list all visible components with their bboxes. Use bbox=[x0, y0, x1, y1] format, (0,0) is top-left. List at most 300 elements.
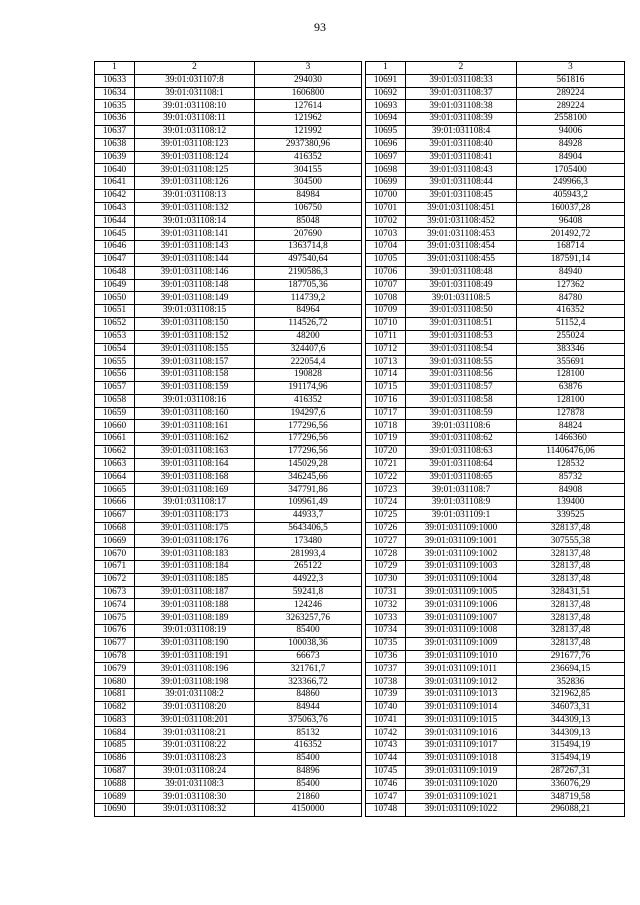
row-number-cell: 10715 bbox=[366, 381, 406, 394]
table-row bbox=[95, 535, 362, 548]
table-row bbox=[95, 586, 362, 599]
cadastral-number-cell: 39:01:031108:169 bbox=[135, 484, 255, 497]
cadastral-number-cell: 39:01:031108:7 bbox=[406, 484, 517, 497]
value-cell: 328137,48 bbox=[517, 612, 625, 625]
cadastral-number-cell: 39:01:031108:32 bbox=[135, 804, 255, 817]
table-row bbox=[366, 228, 625, 241]
cadastral-number-cell: 39:01:031108:163 bbox=[135, 445, 255, 458]
row-number-cell: 10696 bbox=[366, 138, 406, 151]
table-row bbox=[366, 573, 625, 586]
value-cell: 405943,2 bbox=[517, 189, 625, 202]
value-cell: 1466360 bbox=[517, 433, 625, 446]
value-cell: 328137,48 bbox=[517, 548, 625, 561]
cadastral-number-cell: 39:01:031108:14 bbox=[135, 215, 255, 228]
value-cell: 328137,48 bbox=[517, 637, 625, 650]
table-row bbox=[95, 599, 362, 612]
table-row bbox=[95, 637, 362, 650]
table-row bbox=[366, 445, 625, 458]
table-row bbox=[366, 189, 625, 202]
table-row bbox=[95, 381, 362, 394]
row-number-cell: 10736 bbox=[366, 650, 406, 663]
row-number-cell: 10692 bbox=[366, 87, 406, 100]
row-number-cell: 10661 bbox=[95, 433, 135, 446]
header-col-3: 3 bbox=[255, 62, 362, 75]
row-number-cell: 10635 bbox=[95, 100, 135, 113]
cadastral-number-cell: 39:01:031108:3 bbox=[135, 778, 255, 791]
cadastral-number-cell: 39:01:031108:51 bbox=[406, 317, 517, 330]
table-row bbox=[366, 676, 625, 689]
cadastral-number-cell: 39:01:031109:1001 bbox=[406, 535, 517, 548]
value-cell: 177296,56 bbox=[255, 433, 362, 446]
table-row bbox=[95, 753, 362, 766]
cadastral-number-cell: 39:01:031108:49 bbox=[406, 279, 517, 292]
table-row bbox=[366, 471, 625, 484]
cadastral-number-cell: 39:01:031109:1006 bbox=[406, 599, 517, 612]
table-row bbox=[366, 215, 625, 228]
value-cell: 348719,58 bbox=[517, 791, 625, 804]
row-number-cell: 10740 bbox=[366, 701, 406, 714]
value-cell: 2937380,96 bbox=[255, 138, 362, 151]
row-number-cell: 10646 bbox=[95, 241, 135, 254]
row-number-cell: 10711 bbox=[366, 330, 406, 343]
table-row bbox=[366, 266, 625, 279]
row-number-cell: 10745 bbox=[366, 765, 406, 778]
cadastral-number-cell: 39:01:031108:37 bbox=[406, 87, 517, 100]
cadastral-number-cell: 39:01:031109:1011 bbox=[406, 663, 517, 676]
value-cell: 287267,31 bbox=[517, 765, 625, 778]
value-cell: 84908 bbox=[517, 484, 625, 497]
cadastral-number-cell: 39:01:031108:162 bbox=[135, 433, 255, 446]
header-col-1: 1 bbox=[95, 62, 135, 75]
cadastral-number-cell: 39:01:031108:6 bbox=[406, 420, 517, 433]
table-row bbox=[366, 394, 625, 407]
cadastral-number-cell: 39:01:031108:453 bbox=[406, 228, 517, 241]
row-number-cell: 10663 bbox=[95, 458, 135, 471]
cadastral-number-cell: 39:01:031108:39 bbox=[406, 113, 517, 126]
cadastral-number-cell: 39:01:031108:454 bbox=[406, 241, 517, 254]
cadastral-number-cell: 39:01:031109:1004 bbox=[406, 573, 517, 586]
row-number-cell: 10705 bbox=[366, 253, 406, 266]
table-row bbox=[366, 650, 625, 663]
table-row bbox=[95, 484, 362, 497]
value-cell: 296088,21 bbox=[517, 804, 625, 817]
value-cell: 352836 bbox=[517, 676, 625, 689]
cadastral-number-cell: 39:01:031108:125 bbox=[135, 164, 255, 177]
row-number-cell: 10706 bbox=[366, 266, 406, 279]
table-row bbox=[366, 369, 625, 382]
value-cell: 85732 bbox=[517, 471, 625, 484]
value-cell: 321761,7 bbox=[255, 663, 362, 676]
value-cell: 289224 bbox=[517, 87, 625, 100]
row-number-cell: 10712 bbox=[366, 343, 406, 356]
table-row bbox=[366, 509, 625, 522]
cadastral-number-cell: 39:01:031109:1 bbox=[406, 509, 517, 522]
header-col-2: 2 bbox=[135, 62, 255, 75]
header-row bbox=[366, 62, 625, 75]
cadastral-number-cell: 39:01:031108:1 bbox=[135, 87, 255, 100]
table-row bbox=[95, 791, 362, 804]
page-number: 93 bbox=[314, 20, 326, 34]
table-row bbox=[95, 215, 362, 228]
row-number-cell: 10714 bbox=[366, 369, 406, 382]
cadastral-number-cell: 39:01:031108:12 bbox=[135, 125, 255, 138]
value-cell: 3263257,76 bbox=[255, 612, 362, 625]
value-cell: 191174,96 bbox=[255, 381, 362, 394]
table-row bbox=[366, 151, 625, 164]
cadastral-number-cell: 39:01:031108:13 bbox=[135, 189, 255, 202]
value-cell: 416352 bbox=[255, 151, 362, 164]
cadastral-number-cell: 39:01:031108:176 bbox=[135, 535, 255, 548]
value-cell: 2190586,3 bbox=[255, 266, 362, 279]
cadastral-number-cell: 39:01:031108:50 bbox=[406, 305, 517, 318]
table-row bbox=[366, 548, 625, 561]
table-row bbox=[366, 87, 625, 100]
cadastral-number-cell: 39:01:031109:1008 bbox=[406, 625, 517, 638]
table-row bbox=[95, 676, 362, 689]
value-cell: 339525 bbox=[517, 509, 625, 522]
table-row bbox=[95, 189, 362, 202]
cadastral-number-cell: 39:01:031108:38 bbox=[406, 100, 517, 113]
table-row bbox=[366, 753, 625, 766]
cadastral-number-cell: 39:01:031109:1017 bbox=[406, 740, 517, 753]
value-cell: 85400 bbox=[255, 625, 362, 638]
row-number-cell: 10662 bbox=[95, 445, 135, 458]
cadastral-number-cell: 39:01:031108:16 bbox=[135, 394, 255, 407]
row-number-cell: 10667 bbox=[95, 509, 135, 522]
cadastral-number-cell: 39:01:031108:124 bbox=[135, 151, 255, 164]
table-row bbox=[95, 778, 362, 791]
row-number-cell: 10739 bbox=[366, 689, 406, 702]
row-number-cell: 10679 bbox=[95, 663, 135, 676]
table-row bbox=[95, 727, 362, 740]
value-cell: 124246 bbox=[255, 599, 362, 612]
value-cell: 128532 bbox=[517, 458, 625, 471]
cadastral-number-cell: 39:01:031109:1015 bbox=[406, 714, 517, 727]
row-number-cell: 10717 bbox=[366, 407, 406, 420]
cadastral-number-cell: 39:01:031108:53 bbox=[406, 330, 517, 343]
table-row bbox=[366, 535, 625, 548]
table-row bbox=[366, 740, 625, 753]
table-row bbox=[366, 279, 625, 292]
value-cell: 383346 bbox=[517, 343, 625, 356]
value-cell: 127878 bbox=[517, 407, 625, 420]
row-number-cell: 10702 bbox=[366, 215, 406, 228]
row-number-cell: 10652 bbox=[95, 317, 135, 330]
value-cell: 121992 bbox=[255, 125, 362, 138]
value-cell: 51152,4 bbox=[517, 317, 625, 330]
value-cell: 84964 bbox=[255, 305, 362, 318]
value-cell: 190828 bbox=[255, 369, 362, 382]
registry-table-right bbox=[365, 61, 625, 817]
row-number-cell: 10648 bbox=[95, 266, 135, 279]
table-row bbox=[366, 637, 625, 650]
value-cell: 328137,48 bbox=[517, 573, 625, 586]
row-number-cell: 10658 bbox=[95, 394, 135, 407]
table-row bbox=[366, 625, 625, 638]
cadastral-number-cell: 39:01:031109:1016 bbox=[406, 727, 517, 740]
value-cell: 328137,48 bbox=[517, 625, 625, 638]
value-cell: 315494,19 bbox=[517, 740, 625, 753]
cadastral-number-cell: 39:01:031108:190 bbox=[135, 637, 255, 650]
table-row bbox=[95, 612, 362, 625]
value-cell: 44922,3 bbox=[255, 573, 362, 586]
header-col-2: 2 bbox=[406, 62, 517, 75]
table-row bbox=[95, 740, 362, 753]
cadastral-number-cell: 39:01:031108:41 bbox=[406, 151, 517, 164]
cadastral-number-cell: 39:01:031108:54 bbox=[406, 343, 517, 356]
value-cell: 5643406,5 bbox=[255, 522, 362, 535]
cadastral-number-cell: 39:01:031108:198 bbox=[135, 676, 255, 689]
cadastral-number-cell: 39:01:031108:191 bbox=[135, 650, 255, 663]
table-row bbox=[366, 113, 625, 126]
value-cell: 201492,72 bbox=[517, 228, 625, 241]
row-number-cell: 10689 bbox=[95, 791, 135, 804]
value-cell: 84860 bbox=[255, 689, 362, 702]
row-number-cell: 10708 bbox=[366, 292, 406, 305]
cadastral-number-cell: 39:01:031108:24 bbox=[135, 765, 255, 778]
row-number-cell: 10647 bbox=[95, 253, 135, 266]
table-row bbox=[95, 407, 362, 420]
row-number-cell: 10655 bbox=[95, 356, 135, 369]
value-cell: 255024 bbox=[517, 330, 625, 343]
cadastral-number-cell: 39:01:031109:1003 bbox=[406, 561, 517, 574]
value-cell: 281993,4 bbox=[255, 548, 362, 561]
row-number-cell: 10735 bbox=[366, 637, 406, 650]
cadastral-number-cell: 39:01:031108:22 bbox=[135, 740, 255, 753]
table-row bbox=[95, 138, 362, 151]
value-cell: 324407,6 bbox=[255, 343, 362, 356]
cadastral-number-cell: 39:01:031108:126 bbox=[135, 177, 255, 190]
cadastral-number-cell: 39:01:031108:158 bbox=[135, 369, 255, 382]
value-cell: 84896 bbox=[255, 765, 362, 778]
value-cell: 106750 bbox=[255, 202, 362, 215]
table-row bbox=[366, 433, 625, 446]
cadastral-number-cell: 39:01:031109:1018 bbox=[406, 753, 517, 766]
table-row bbox=[95, 471, 362, 484]
table-row bbox=[366, 522, 625, 535]
value-cell: 63876 bbox=[517, 381, 625, 394]
registry-table-left bbox=[94, 61, 362, 817]
cadastral-number-cell: 39:01:031108:123 bbox=[135, 138, 255, 151]
row-number-cell: 10747 bbox=[366, 791, 406, 804]
cadastral-number-cell: 39:01:031109:1002 bbox=[406, 548, 517, 561]
row-number-cell: 10645 bbox=[95, 228, 135, 241]
value-cell: 249966,3 bbox=[517, 177, 625, 190]
table-row bbox=[95, 765, 362, 778]
row-number-cell: 10654 bbox=[95, 343, 135, 356]
table-row bbox=[95, 343, 362, 356]
cadastral-number-cell: 39:01:031108:48 bbox=[406, 266, 517, 279]
row-number-cell: 10731 bbox=[366, 586, 406, 599]
cadastral-number-cell: 39:01:031108:30 bbox=[135, 791, 255, 804]
table-row bbox=[95, 305, 362, 318]
cadastral-number-cell: 39:01:031108:184 bbox=[135, 561, 255, 574]
row-number-cell: 10690 bbox=[95, 804, 135, 817]
value-cell: 328137,48 bbox=[517, 561, 625, 574]
row-number-cell: 10651 bbox=[95, 305, 135, 318]
cadastral-number-cell: 39:01:031108:455 bbox=[406, 253, 517, 266]
row-number-cell: 10668 bbox=[95, 522, 135, 535]
row-number-cell: 10697 bbox=[366, 151, 406, 164]
value-cell: 84904 bbox=[517, 151, 625, 164]
table-row bbox=[95, 433, 362, 446]
table-row bbox=[366, 125, 625, 138]
cadastral-number-cell: 39:01:031108:58 bbox=[406, 394, 517, 407]
value-cell: 375063,76 bbox=[255, 714, 362, 727]
value-cell: 44933,7 bbox=[255, 509, 362, 522]
cadastral-number-cell: 39:01:031108:161 bbox=[135, 420, 255, 433]
row-number-cell: 10704 bbox=[366, 241, 406, 254]
table-row bbox=[95, 394, 362, 407]
table-row bbox=[95, 625, 362, 638]
cadastral-number-cell: 39:01:031108:168 bbox=[135, 471, 255, 484]
table-row bbox=[95, 714, 362, 727]
table-row bbox=[95, 317, 362, 330]
row-number-cell: 10669 bbox=[95, 535, 135, 548]
row-number-cell: 10682 bbox=[95, 701, 135, 714]
table-row bbox=[366, 701, 625, 714]
cadastral-number-cell: 39:01:031108:55 bbox=[406, 356, 517, 369]
cadastral-number-cell: 39:01:031108:159 bbox=[135, 381, 255, 394]
row-number-cell: 10686 bbox=[95, 753, 135, 766]
row-number-cell: 10730 bbox=[366, 573, 406, 586]
row-number-cell: 10746 bbox=[366, 778, 406, 791]
cadastral-number-cell: 39:01:031108:149 bbox=[135, 292, 255, 305]
value-cell: 85400 bbox=[255, 778, 362, 791]
value-cell: 11406476,06 bbox=[517, 445, 625, 458]
cadastral-number-cell: 39:01:031109:1009 bbox=[406, 637, 517, 650]
row-number-cell: 10650 bbox=[95, 292, 135, 305]
cadastral-number-cell: 39:01:031108:9 bbox=[406, 497, 517, 510]
table-row bbox=[366, 177, 625, 190]
row-number-cell: 10701 bbox=[366, 202, 406, 215]
value-cell: 66673 bbox=[255, 650, 362, 663]
row-number-cell: 10721 bbox=[366, 458, 406, 471]
row-number-cell: 10677 bbox=[95, 637, 135, 650]
row-number-cell: 10742 bbox=[366, 727, 406, 740]
value-cell: 416352 bbox=[255, 394, 362, 407]
cadastral-number-cell: 39:01:031109:1021 bbox=[406, 791, 517, 804]
value-cell: 85132 bbox=[255, 727, 362, 740]
value-cell: 561816 bbox=[517, 74, 625, 87]
table-row bbox=[95, 266, 362, 279]
cadastral-number-cell: 39:01:031108:57 bbox=[406, 381, 517, 394]
row-number-cell: 10738 bbox=[366, 676, 406, 689]
cadastral-number-cell: 39:01:031108:148 bbox=[135, 279, 255, 292]
value-cell: 100038,36 bbox=[255, 637, 362, 650]
table-row bbox=[366, 74, 625, 87]
row-number-cell: 10664 bbox=[95, 471, 135, 484]
row-number-cell: 10684 bbox=[95, 727, 135, 740]
table-row bbox=[95, 228, 362, 241]
row-number-cell: 10680 bbox=[95, 676, 135, 689]
value-cell: 114739,2 bbox=[255, 292, 362, 305]
value-cell: 1363714,8 bbox=[255, 241, 362, 254]
row-number-cell: 10716 bbox=[366, 394, 406, 407]
value-cell: 84780 bbox=[517, 292, 625, 305]
value-cell: 321962,85 bbox=[517, 689, 625, 702]
header-row bbox=[95, 62, 362, 75]
value-cell: 187591,14 bbox=[517, 253, 625, 266]
cadastral-number-cell: 39:01:031108:62 bbox=[406, 433, 517, 446]
cadastral-number-cell: 39:01:031108:44 bbox=[406, 177, 517, 190]
row-number-cell: 10636 bbox=[95, 113, 135, 126]
row-number-cell: 10744 bbox=[366, 753, 406, 766]
cadastral-number-cell: 39:01:031108:45 bbox=[406, 189, 517, 202]
value-cell: 84944 bbox=[255, 701, 362, 714]
cadastral-number-cell: 39:01:031108:23 bbox=[135, 753, 255, 766]
table-row bbox=[95, 292, 362, 305]
value-cell: 109961,49 bbox=[255, 497, 362, 510]
value-cell: 346245,66 bbox=[255, 471, 362, 484]
cadastral-number-cell: 39:01:031108:451 bbox=[406, 202, 517, 215]
row-number-cell: 10687 bbox=[95, 765, 135, 778]
header-col-1: 1 bbox=[366, 62, 406, 75]
row-number-cell: 10688 bbox=[95, 778, 135, 791]
row-number-cell: 10727 bbox=[366, 535, 406, 548]
value-cell: 236694,15 bbox=[517, 663, 625, 676]
value-cell: 328137,48 bbox=[517, 599, 625, 612]
value-cell: 84984 bbox=[255, 189, 362, 202]
row-number-cell: 10671 bbox=[95, 561, 135, 574]
row-number-cell: 10640 bbox=[95, 164, 135, 177]
cadastral-number-cell: 39:01:031108:160 bbox=[135, 407, 255, 420]
row-number-cell: 10695 bbox=[366, 125, 406, 138]
row-number-cell: 10728 bbox=[366, 548, 406, 561]
value-cell: 497540,64 bbox=[255, 253, 362, 266]
value-cell: 416352 bbox=[255, 740, 362, 753]
cadastral-number-cell: 39:01:031108:188 bbox=[135, 599, 255, 612]
row-number-cell: 10741 bbox=[366, 714, 406, 727]
value-cell: 294030 bbox=[255, 74, 362, 87]
cadastral-number-cell: 39:01:031108:19 bbox=[135, 625, 255, 638]
row-number-cell: 10724 bbox=[366, 497, 406, 510]
cadastral-number-cell: 39:01:031108:201 bbox=[135, 714, 255, 727]
value-cell: 121962 bbox=[255, 113, 362, 126]
row-number-cell: 10660 bbox=[95, 420, 135, 433]
table-row bbox=[95, 241, 362, 254]
row-number-cell: 10656 bbox=[95, 369, 135, 382]
value-cell: 347791,86 bbox=[255, 484, 362, 497]
table-row bbox=[366, 343, 625, 356]
cadastral-number-cell: 39:01:031109:1022 bbox=[406, 804, 517, 817]
row-number-cell: 10748 bbox=[366, 804, 406, 817]
row-number-cell: 10710 bbox=[366, 317, 406, 330]
cadastral-number-cell: 39:01:031108:11 bbox=[135, 113, 255, 126]
cadastral-number-cell: 39:01:031108:164 bbox=[135, 458, 255, 471]
table-row bbox=[95, 509, 362, 522]
table-row bbox=[95, 663, 362, 676]
value-cell: 48200 bbox=[255, 330, 362, 343]
cadastral-number-cell: 39:01:031108:141 bbox=[135, 228, 255, 241]
cadastral-number-cell: 39:01:031109:1010 bbox=[406, 650, 517, 663]
row-number-cell: 10719 bbox=[366, 433, 406, 446]
value-cell: 84940 bbox=[517, 266, 625, 279]
cadastral-number-cell: 39:01:031109:1007 bbox=[406, 612, 517, 625]
value-cell: 85400 bbox=[255, 753, 362, 766]
cadastral-number-cell: 39:01:031108:196 bbox=[135, 663, 255, 676]
table-row bbox=[95, 356, 362, 369]
row-number-cell: 10709 bbox=[366, 305, 406, 318]
row-number-cell: 10734 bbox=[366, 625, 406, 638]
row-number-cell: 10699 bbox=[366, 177, 406, 190]
table-row bbox=[366, 599, 625, 612]
row-number-cell: 10665 bbox=[95, 484, 135, 497]
row-number-cell: 10723 bbox=[366, 484, 406, 497]
header-col-3: 3 bbox=[517, 62, 625, 75]
table-row bbox=[95, 458, 362, 471]
value-cell: 315494,19 bbox=[517, 753, 625, 766]
